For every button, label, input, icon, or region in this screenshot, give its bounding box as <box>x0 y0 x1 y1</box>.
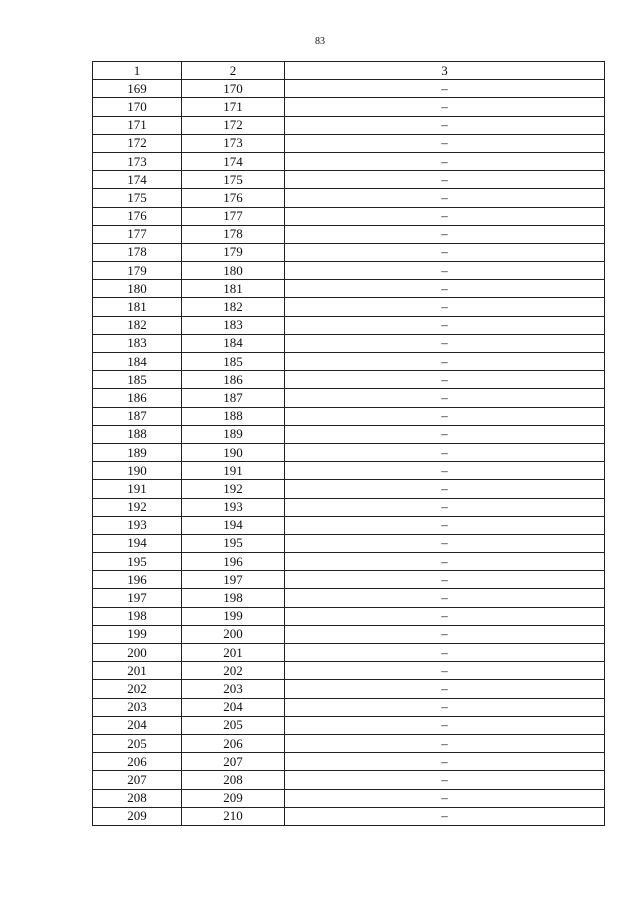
table-cell-col-1: 202 <box>93 680 182 698</box>
table-cell-col-3: – <box>285 389 605 407</box>
table-row <box>93 152 605 170</box>
table-cell-col-2: 210 <box>182 807 285 825</box>
table-cell-col-3: – <box>285 280 605 298</box>
table-row <box>93 189 605 207</box>
table-cell-col-1: 179 <box>93 262 182 280</box>
table-cell-col-1: 170 <box>93 98 182 116</box>
table-cell-col-3: – <box>285 189 605 207</box>
table-row <box>93 753 605 771</box>
table-row <box>93 607 605 625</box>
table-row <box>93 425 605 443</box>
table-cell-col-2: 208 <box>182 771 285 789</box>
table-cell-col-1: 194 <box>93 534 182 552</box>
table-cell-col-1: 197 <box>93 589 182 607</box>
table-cell-col-2: 204 <box>182 698 285 716</box>
table-cell-col-3: – <box>285 662 605 680</box>
table-row <box>93 516 605 534</box>
table-row <box>93 334 605 352</box>
table-row <box>93 262 605 280</box>
table-cell-col-1: 188 <box>93 425 182 443</box>
table-cell-col-1: 169 <box>93 80 182 98</box>
table-row <box>93 698 605 716</box>
table-cell-col-1: 181 <box>93 298 182 316</box>
table-row <box>93 280 605 298</box>
table-cell-col-2: 203 <box>182 680 285 698</box>
table-cell-col-3: – <box>285 171 605 189</box>
table-cell-col-2: 175 <box>182 171 285 189</box>
table-cell-col-3: – <box>285 607 605 625</box>
table-cell-col-1: 187 <box>93 407 182 425</box>
table-cell-col-2: 191 <box>182 462 285 480</box>
table-cell-col-1: 193 <box>93 516 182 534</box>
table-cell-col-3: – <box>285 353 605 371</box>
table-cell-col-3: – <box>285 716 605 734</box>
table-cell-col-2: 177 <box>182 207 285 225</box>
column-header-2: 2 <box>182 62 285 80</box>
table-cell-col-3: – <box>285 753 605 771</box>
table-cell-col-1: 206 <box>93 753 182 771</box>
table-cell-col-3: – <box>285 462 605 480</box>
table-cell-col-3: – <box>285 698 605 716</box>
table-cell-col-3: – <box>285 116 605 134</box>
table-cell-col-1: 203 <box>93 698 182 716</box>
table-cell-col-2: 182 <box>182 298 285 316</box>
table-cell-col-3: – <box>285 371 605 389</box>
table-cell-col-2: 172 <box>182 116 285 134</box>
table-cell-col-2: 176 <box>182 189 285 207</box>
table-row <box>93 98 605 116</box>
table-cell-col-3: – <box>285 589 605 607</box>
table-cell-col-1: 207 <box>93 771 182 789</box>
table-cell-col-3: – <box>285 680 605 698</box>
table-header <box>93 62 605 80</box>
table-cell-col-2: 193 <box>182 498 285 516</box>
table-cell-col-1: 182 <box>93 316 182 334</box>
table-row <box>93 498 605 516</box>
table-cell-col-3: – <box>285 480 605 498</box>
table-cell-col-1: 176 <box>93 207 182 225</box>
table-cell-col-3: – <box>285 571 605 589</box>
table-row <box>93 644 605 662</box>
table-cell-col-1: 177 <box>93 225 182 243</box>
table-cell-col-1: 191 <box>93 480 182 498</box>
table-cell-col-2: 205 <box>182 716 285 734</box>
table-cell-col-2: 188 <box>182 407 285 425</box>
table-row <box>93 225 605 243</box>
table-cell-col-3: – <box>285 734 605 752</box>
table-cell-col-2: 206 <box>182 734 285 752</box>
table-cell-col-3: – <box>285 771 605 789</box>
table-row <box>93 243 605 261</box>
table-body <box>93 80 605 826</box>
table-cell-col-3: – <box>285 298 605 316</box>
table-cell-col-3: – <box>285 516 605 534</box>
table-cell-col-1: 180 <box>93 280 182 298</box>
table-row <box>93 407 605 425</box>
table-cell-col-3: – <box>285 134 605 152</box>
table-cell-col-2: 195 <box>182 534 285 552</box>
table-cell-col-2: 197 <box>182 571 285 589</box>
table-row <box>93 353 605 371</box>
table-row <box>93 116 605 134</box>
table-cell-col-2: 201 <box>182 644 285 662</box>
table-row <box>93 807 605 825</box>
table-cell-col-3: – <box>285 152 605 170</box>
table-row <box>93 716 605 734</box>
table-row <box>93 571 605 589</box>
table-cell-col-1: 204 <box>93 716 182 734</box>
table-row <box>93 207 605 225</box>
table-cell-col-3: – <box>285 534 605 552</box>
table-cell-col-3: – <box>285 625 605 643</box>
table-cell-col-3: – <box>285 789 605 807</box>
table-cell-col-2: 202 <box>182 662 285 680</box>
table-row <box>93 80 605 98</box>
table-cell-col-1: 184 <box>93 353 182 371</box>
table-cell-col-3: – <box>285 225 605 243</box>
table-row <box>93 171 605 189</box>
table-cell-col-1: 198 <box>93 607 182 625</box>
table-cell-col-1: 186 <box>93 389 182 407</box>
table-cell-col-1: 208 <box>93 789 182 807</box>
table-cell-col-2: 209 <box>182 789 285 807</box>
table-cell-col-2: 171 <box>182 98 285 116</box>
table-row <box>93 625 605 643</box>
table-row <box>93 680 605 698</box>
table-cell-col-1: 200 <box>93 644 182 662</box>
table-cell-col-2: 179 <box>182 243 285 261</box>
table-cell-col-1: 172 <box>93 134 182 152</box>
table-cell-col-1: 175 <box>93 189 182 207</box>
table-cell-col-1: 174 <box>93 171 182 189</box>
header-row <box>93 62 605 80</box>
table-cell-col-3: – <box>285 207 605 225</box>
table-cell-col-3: – <box>285 334 605 352</box>
table-cell-col-3: – <box>285 498 605 516</box>
table-cell-col-2: 207 <box>182 753 285 771</box>
table-cell-col-2: 198 <box>182 589 285 607</box>
table-cell-col-3: – <box>285 98 605 116</box>
table-cell-col-3: – <box>285 262 605 280</box>
table-row <box>93 443 605 461</box>
table-row <box>93 534 605 552</box>
table-cell-col-3: – <box>285 407 605 425</box>
table-cell-col-2: 183 <box>182 316 285 334</box>
table-cell-col-2: 187 <box>182 389 285 407</box>
table-cell-col-3: – <box>285 443 605 461</box>
table-cell-col-3: – <box>285 316 605 334</box>
table-cell-col-3: – <box>285 644 605 662</box>
table-row <box>93 480 605 498</box>
table-cell-col-2: 173 <box>182 134 285 152</box>
table-cell-col-2: 174 <box>182 152 285 170</box>
table-cell-col-1: 190 <box>93 462 182 480</box>
table-cell-col-3: – <box>285 80 605 98</box>
table-row <box>93 462 605 480</box>
table-row <box>93 316 605 334</box>
table-row <box>93 371 605 389</box>
table-cell-col-2: 196 <box>182 553 285 571</box>
table-cell-col-1: 199 <box>93 625 182 643</box>
table-cell-col-2: 194 <box>182 516 285 534</box>
table-row <box>93 662 605 680</box>
data-table <box>92 61 605 826</box>
table-cell-col-2: 190 <box>182 443 285 461</box>
table-row <box>93 553 605 571</box>
table-cell-col-2: 184 <box>182 334 285 352</box>
table-cell-col-2: 186 <box>182 371 285 389</box>
table-row <box>93 134 605 152</box>
table-cell-col-2: 185 <box>182 353 285 371</box>
table-row <box>93 298 605 316</box>
table-cell-col-1: 189 <box>93 443 182 461</box>
table-cell-col-1: 185 <box>93 371 182 389</box>
table-cell-col-1: 178 <box>93 243 182 261</box>
table-cell-col-2: 192 <box>182 480 285 498</box>
table-cell-col-3: – <box>285 553 605 571</box>
table-cell-col-3: – <box>285 807 605 825</box>
table-row <box>93 589 605 607</box>
table-cell-col-3: – <box>285 425 605 443</box>
table-cell-col-2: 178 <box>182 225 285 243</box>
table-cell-col-1: 209 <box>93 807 182 825</box>
table-cell-col-1: 183 <box>93 334 182 352</box>
table-cell-col-2: 181 <box>182 280 285 298</box>
table-cell-col-2: 189 <box>182 425 285 443</box>
table-row <box>93 389 605 407</box>
page-number: 83 <box>315 36 325 47</box>
table-row <box>93 789 605 807</box>
column-header-1: 1 <box>93 62 182 80</box>
table-cell-col-1: 195 <box>93 553 182 571</box>
table-cell-col-2: 170 <box>182 80 285 98</box>
table-cell-col-1: 201 <box>93 662 182 680</box>
table-cell-col-2: 180 <box>182 262 285 280</box>
table-cell-col-1: 192 <box>93 498 182 516</box>
column-header-3: 3 <box>285 62 605 80</box>
table-cell-col-1: 173 <box>93 152 182 170</box>
table-cell-col-3: – <box>285 243 605 261</box>
table-cell-col-2: 200 <box>182 625 285 643</box>
table-cell-col-1: 171 <box>93 116 182 134</box>
table-row <box>93 734 605 752</box>
table-cell-col-2: 199 <box>182 607 285 625</box>
table-cell-col-1: 205 <box>93 734 182 752</box>
table-row <box>93 771 605 789</box>
table-cell-col-1: 196 <box>93 571 182 589</box>
